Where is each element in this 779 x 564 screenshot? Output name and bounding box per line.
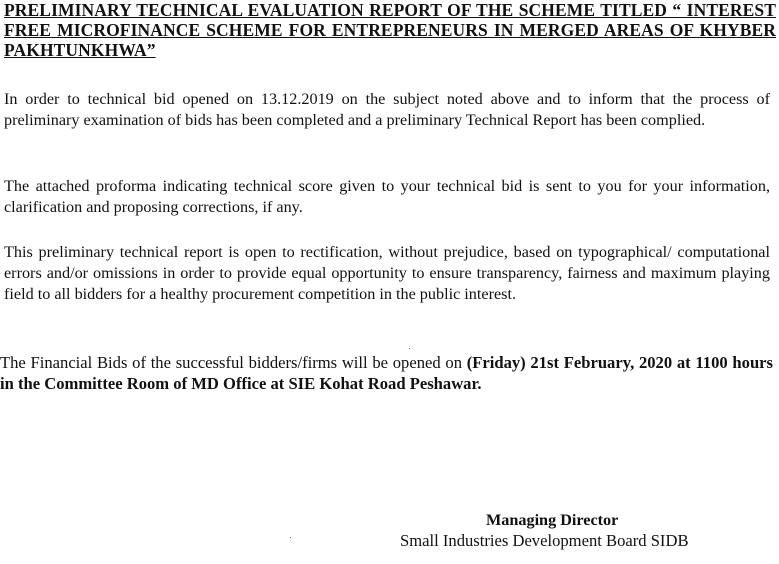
paragraph-rectification: This preliminary technical report is open to rectification, without prejudice, based on typographical/ computational errors and/or omissions in order to provide equal opportunity to ensure transparency, fairness and maximum playing field to all bidders for a healthy procurement competition in the public interest. [4, 243, 770, 303]
financial-bids-lead-text: The Financial Bids of the successful bidders/firms will be opened on [0, 353, 467, 372]
document-title: PRELIMINARY TECHNICAL EVALUATION REPORT OF THE SCHEME TITLED “ INTEREST FREE MICROFINANCE SCHEME FOR ENTREPRENEURS IN MERGED AREAS OF KHYBER PAKHTUNKHWA” [4, 0, 776, 60]
paragraph-financial-bids [0, 352, 773, 394]
paragraph-proforma: The attached proforma indicating technical score given to your technical bid is sent to you for your information, clarification and proposing corrections, if any. [4, 177, 770, 216]
scan-speck [290, 537, 291, 538]
financial-bids-date-venue: (Friday) 21st February, 2020 at 1100 hours in the Committee Room of MD Office at SIE Kohat Road Peshawar. [0, 353, 773, 393]
signatory-title: Managing Director [486, 511, 619, 529]
signatory-organization: Small Industries Development Board SIDB [400, 531, 689, 550]
scan-speck [409, 348, 410, 349]
paragraph-bid-opening: In order to technical bid opened on 13.12.2019 on the subject noted above and to inform that the process of preliminary examination of bids has been completed and a preliminary Technical Report has been complied. [4, 90, 770, 129]
